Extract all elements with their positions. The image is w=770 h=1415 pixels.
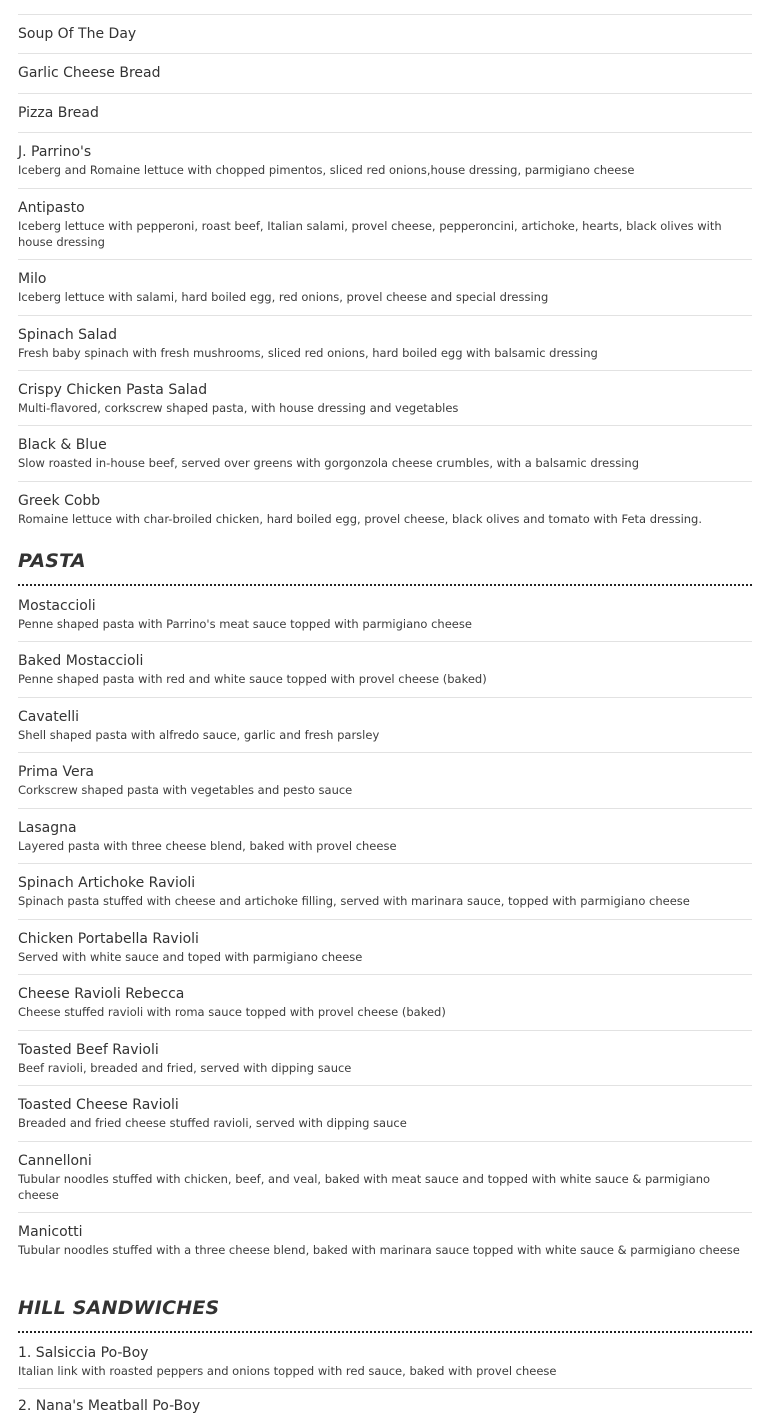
divider bbox=[18, 752, 752, 753]
divider bbox=[18, 863, 752, 864]
menu-item-name: 2. Nana's Meatball Po-Boy bbox=[18, 1398, 201, 1414]
menu-item-description: Served with white sauce and toped with parmigiano cheese bbox=[18, 950, 363, 964]
menu-item-description: Spinach pasta stuffed with cheese and artichoke filling, served with marinara sauce, topped with parmigiano cheese bbox=[18, 894, 690, 908]
menu-item-spinach-salad[interactable] bbox=[18, 327, 752, 361]
menu-item-name: Spinach Salad bbox=[18, 327, 117, 343]
menu-item-description: Shell shaped pasta with alfredo sauce, garlic and fresh parsley bbox=[18, 728, 380, 742]
menu-item-name: Greek Cobb bbox=[18, 493, 101, 509]
menu-item-description: Slow roasted in-house beef, served over greens with gorgonzola cheese crumbles, with a balsamic dressing bbox=[18, 456, 639, 470]
menu-item-description: Tubular noodles stuffed with chicken, beef, and veal, baked with meat sauce and topped with white sauce & parmigiano cheese bbox=[18, 1172, 711, 1202]
menu-item-description: Fresh baby spinach with fresh mushrooms, sliced red onions, hard boiled egg with balsamic dressing bbox=[18, 346, 598, 360]
divider bbox=[18, 919, 752, 920]
divider bbox=[18, 974, 752, 975]
menu-item-description: Beef ravioli, breaded and fried, served with dipping sauce bbox=[18, 1061, 352, 1075]
menu-item-black-and-blue[interactable] bbox=[18, 437, 752, 471]
divider bbox=[18, 93, 752, 94]
menu-item-description: Iceberg lettuce with pepperoni, roast beef, Italian salami, provel cheese, pepperoncini, artichoke, hearts, black olives with house dressing bbox=[18, 219, 722, 249]
menu-item-description: Iceberg and Romaine lettuce with chopped pimentos, sliced red onions,house dressing, parmigiano cheese bbox=[18, 163, 635, 177]
menu-item-description: Penne shaped pasta with Parrino's meat sauce topped with parmigiano cheese bbox=[18, 617, 472, 631]
menu-item-pizza-bread[interactable] bbox=[18, 105, 752, 122]
menu-item-cavatelli[interactable] bbox=[18, 709, 752, 743]
menu-item-name: Toasted Cheese Ravioli bbox=[18, 1097, 179, 1113]
menu-item-name: Baked Mostaccioli bbox=[18, 653, 144, 669]
menu-item-salsiccia-po-boy[interactable] bbox=[18, 1345, 752, 1379]
divider bbox=[18, 315, 752, 316]
menu-item-name: Cheese Ravioli Rebecca bbox=[18, 986, 185, 1002]
menu-item-description: Multi-flavored, corkscrew shaped pasta, with house dressing and vegetables bbox=[18, 401, 459, 415]
menu-item-description: Italian link with roasted peppers and onions topped with red sauce, baked with provel cheese bbox=[18, 1364, 557, 1378]
divider bbox=[18, 14, 752, 15]
menu-item-description: Tubular noodles stuffed with a three cheese blend, baked with marinara sauce topped with white sauce & parmigiano cheese bbox=[18, 1243, 740, 1257]
menu-item-greek-cobb[interactable] bbox=[18, 493, 752, 527]
menu-item-name: Mostaccioli bbox=[18, 598, 96, 614]
section-divider bbox=[18, 1331, 752, 1333]
menu-item-name: J. Parrino's bbox=[18, 144, 92, 160]
menu-item-lasagna[interactable] bbox=[18, 820, 752, 854]
menu-item-description: Breaded and fried cheese stuffed ravioli, served with dipping sauce bbox=[18, 1116, 407, 1130]
menu-item-name: Chicken Portabella Ravioli bbox=[18, 931, 199, 947]
menu-item-cheese-ravioli-rebecca[interactable] bbox=[18, 986, 752, 1020]
menu-item-spinach-artichoke-ravioli[interactable] bbox=[18, 875, 752, 909]
menu-item-description: Corkscrew shaped pasta with vegetables and pesto sauce bbox=[18, 783, 353, 797]
divider bbox=[18, 188, 752, 189]
divider bbox=[18, 1141, 752, 1142]
menu-item-nanas-meatball-po-boy[interactable] bbox=[18, 1398, 752, 1415]
menu-item-toasted-cheese-ravioli[interactable] bbox=[18, 1097, 752, 1131]
menu-item-antipasto[interactable] bbox=[18, 200, 752, 250]
menu-item-prima-vera[interactable] bbox=[18, 764, 752, 798]
divider bbox=[18, 259, 752, 260]
menu-item-description: Cheese stuffed ravioli with roma sauce topped with provel cheese (baked) bbox=[18, 1005, 446, 1019]
divider bbox=[18, 1085, 752, 1086]
menu-item-cannelloni[interactable] bbox=[18, 1153, 752, 1203]
divider bbox=[18, 697, 752, 698]
menu-item-garlic-cheese-bread[interactable] bbox=[18, 65, 752, 82]
divider bbox=[18, 425, 752, 426]
menu-item-name: Prima Vera bbox=[18, 764, 94, 780]
menu-item-description: Iceberg lettuce with salami, hard boiled egg, red onions, provel cheese and special dressing bbox=[18, 290, 549, 304]
section-divider bbox=[18, 584, 752, 586]
menu-item-description: Layered pasta with three cheese blend, baked with provel cheese bbox=[18, 839, 397, 853]
divider bbox=[18, 132, 752, 133]
divider bbox=[18, 641, 752, 642]
menu-item-mostaccioli[interactable] bbox=[18, 598, 752, 632]
menu-item-name: Black & Blue bbox=[18, 437, 107, 453]
menu-item-soup-of-the-day[interactable] bbox=[18, 26, 752, 43]
section-title-pasta: PASTA bbox=[18, 550, 86, 572]
menu-item-milo[interactable] bbox=[18, 271, 752, 305]
menu-item-name: Toasted Beef Ravioli bbox=[18, 1042, 159, 1058]
menu-item-name: Crispy Chicken Pasta Salad bbox=[18, 382, 208, 398]
divider bbox=[18, 1388, 752, 1389]
divider bbox=[18, 1030, 752, 1031]
menu-item-baked-mostaccioli[interactable] bbox=[18, 653, 752, 687]
menu-item-name: Milo bbox=[18, 271, 47, 287]
divider bbox=[18, 1212, 752, 1213]
menu-item-j-parrinos[interactable] bbox=[18, 144, 752, 178]
divider bbox=[18, 53, 752, 54]
menu-item-crispy-chicken-pasta-salad[interactable] bbox=[18, 382, 752, 416]
divider bbox=[18, 481, 752, 482]
menu-item-chicken-portabella-ravioli[interactable] bbox=[18, 931, 752, 965]
menu-item-description: Romaine lettuce with char-broiled chicken, hard boiled egg, provel cheese, black olives and tomato with Feta dressing. bbox=[18, 512, 703, 526]
menu-item-description: Penne shaped pasta with red and white sauce topped with provel cheese (baked) bbox=[18, 672, 487, 686]
menu-item-name: Manicotti bbox=[18, 1224, 83, 1240]
menu-item-manicotti[interactable] bbox=[18, 1224, 752, 1258]
menu-item-name: Pizza Bread bbox=[18, 105, 99, 121]
menu-item-name: Cavatelli bbox=[18, 709, 79, 725]
menu-item-name: Garlic Cheese Bread bbox=[18, 65, 161, 81]
section-title-hill-sandwiches: HILL SANDWICHES bbox=[18, 1297, 220, 1319]
menu-item-toasted-beef-ravioli[interactable] bbox=[18, 1042, 752, 1076]
divider bbox=[18, 808, 752, 809]
menu-item-name: Lasagna bbox=[18, 820, 77, 836]
menu-item-name: Cannelloni bbox=[18, 1153, 92, 1169]
menu-item-name: Soup Of The Day bbox=[18, 26, 137, 42]
menu-item-name: Antipasto bbox=[18, 200, 85, 216]
menu-item-name: Spinach Artichoke Ravioli bbox=[18, 875, 196, 891]
menu-item-name: 1. Salsiccia Po-Boy bbox=[18, 1345, 149, 1361]
divider bbox=[18, 370, 752, 371]
